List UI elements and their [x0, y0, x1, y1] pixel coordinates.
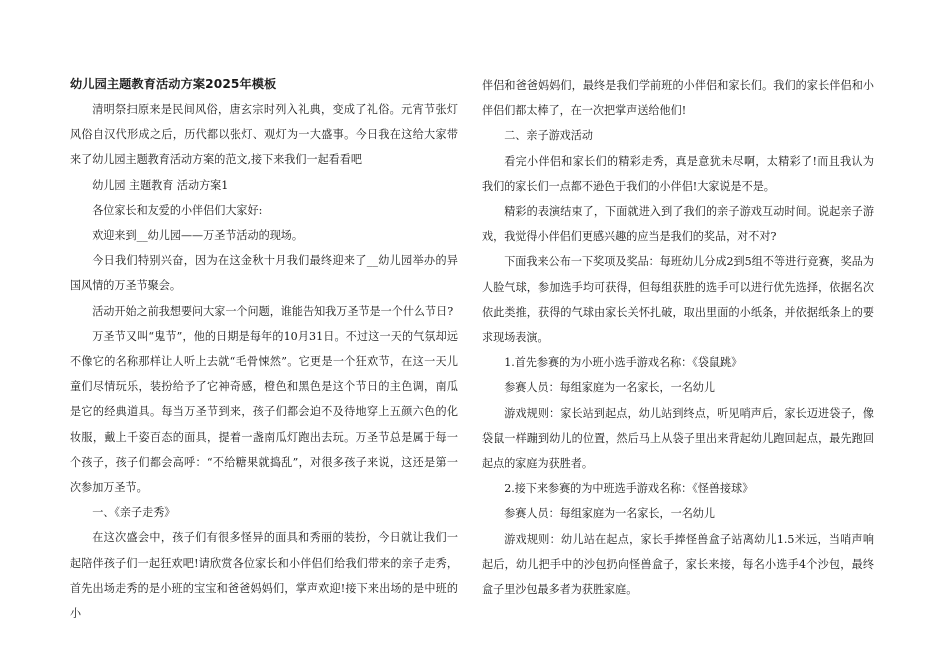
intro-paragraph: 清明祭扫原来是民间风俗，唐玄宗时列入礼典，变成了礼俗。元宵节张灯风俗自汉代形成之后，历代都以张灯、观灯为一大盛事。今日我在这给大家带来了幼儿园主题教育活动方案的范文,接下来我们一起看看吧 [70, 103, 458, 167]
right-column-body [482, 73, 874, 602]
document-title: 幼儿园主题教育活动方案2025年模板 [70, 77, 277, 91]
rules-paragraph: 游戏规则：家长站到起点，幼儿站到终点，听见哨声后，家长迈进袋子，像袋鼠一样蹦到幼儿的位置，然后马上从袋子里出来背起幼儿跑回起点，最先跑回起点的家庭为获胜者。 [482, 406, 874, 471]
body-paragraph: 下面我来公布一下奖项及奖品：每班幼儿分成2到5组不等进行竞赛，奖品为人脸气球，参加选手均可获得，但每组获胜的选手可以进行优先选择，依据名次依此类推，获得的气球由家长关怀扎破，取出里面的小纸条，并依据纸条上的要求现场表演。 [482, 255, 874, 345]
left-column-body [70, 97, 458, 626]
section-heading: 二、亲子游戏活动 [504, 129, 593, 143]
greeting-paragraph: 各位家长和友爱的小伴侣们大家好: [92, 203, 263, 217]
game-heading: 1.首先参赛的为小班小选手游戏名称：《袋鼠跳》 [504, 356, 743, 370]
body-paragraph: 精彩的表演结束了，下面就进入到了我们的亲子游戏互动时间。说起亲子游戏，我觉得小伴侣们更感兴趣的应当是我们的奖品，对不对? [482, 205, 874, 244]
participants-paragraph: 参赛人员：每组家庭为一名家长，一名幼儿 [504, 381, 715, 395]
body-paragraph: 万圣节又叫“鬼节”，他的日期是每年的10月31日。不过这一天的气氛却远不像它的名称那样让人听上去就“毛骨悚然”。它更是一个狂欢节，在这一天儿童们尽情玩乐，装扮给予了它神奇感，橙色和黑色是这个节日的主色调，南瓜是它的经典道具。每当万圣节到来，孩子们都会迫不及待地穿上五颜六色的化妆服，戴上千姿百态的面具，提着一盏南瓜灯跑出去玩。万圣节总是属于每一个孩子，孩子们都会高呼：“不给糖果就捣乱”，对很多孩子来说，这还是第一次参加万圣节。 [70, 329, 458, 495]
continued-paragraph: 伴侣和爸爸妈妈们，最终是我们学前班的小伴侣和家长们。我们的家长伴侣和小伴侣们都太棒了，在一次把掌声送给他们! [482, 79, 874, 118]
section-heading: 一、《亲子走秀》 [92, 506, 176, 520]
rules-paragraph: 游戏规则：幼儿站在起点，家长手捧怪兽盒子站离幼儿1.5米远，当哨声响起后，幼儿把手中的沙包扔向怪兽盒子，家长来接，每名小选手4个沙包，最终盒子里沙包最多者为获胜家庭。 [482, 532, 874, 597]
body-paragraph: 今日我们特别兴奋，因为在这金秋十月我们最终迎来了__幼儿园举办的异国风情的万圣节聚会。 [70, 254, 458, 293]
participants-paragraph: 参赛人员：每组家庭为一名家长，一名幼儿 [504, 507, 715, 521]
body-paragraph: 看完小伴侣和家长们的精彩走秀，真是意犹未尽啊，太精彩了!而且我认为我们的家长们一点都不逊色于我们的小伴侣!大家说是不是。 [482, 154, 874, 193]
section-heading: 幼儿园 主题教育 活动方案1 [92, 178, 229, 192]
body-paragraph: 在这次盛会中，孩子们有很多怪异的面具和秀丽的装扮，今日就让我们一起陪伴孩子们一起狂欢吧!请欣赏各位家长和小伴侣们给我们带来的亲子走秀，首先出场走秀的是小班的宝宝和爸爸妈妈们，掌声欢迎!接下来出场的是中班的小 [70, 531, 458, 621]
body-paragraph: 活动开始之前我想要问大家一个问题，谁能告知我万圣节是一个什么节日? [92, 304, 454, 318]
game-heading: 2.接下来参赛的为中班选手游戏名称：《怪兽接球》 [504, 482, 754, 496]
welcome-paragraph: 欢迎来到__幼儿园——万圣节活动的现场。 [92, 229, 303, 243]
